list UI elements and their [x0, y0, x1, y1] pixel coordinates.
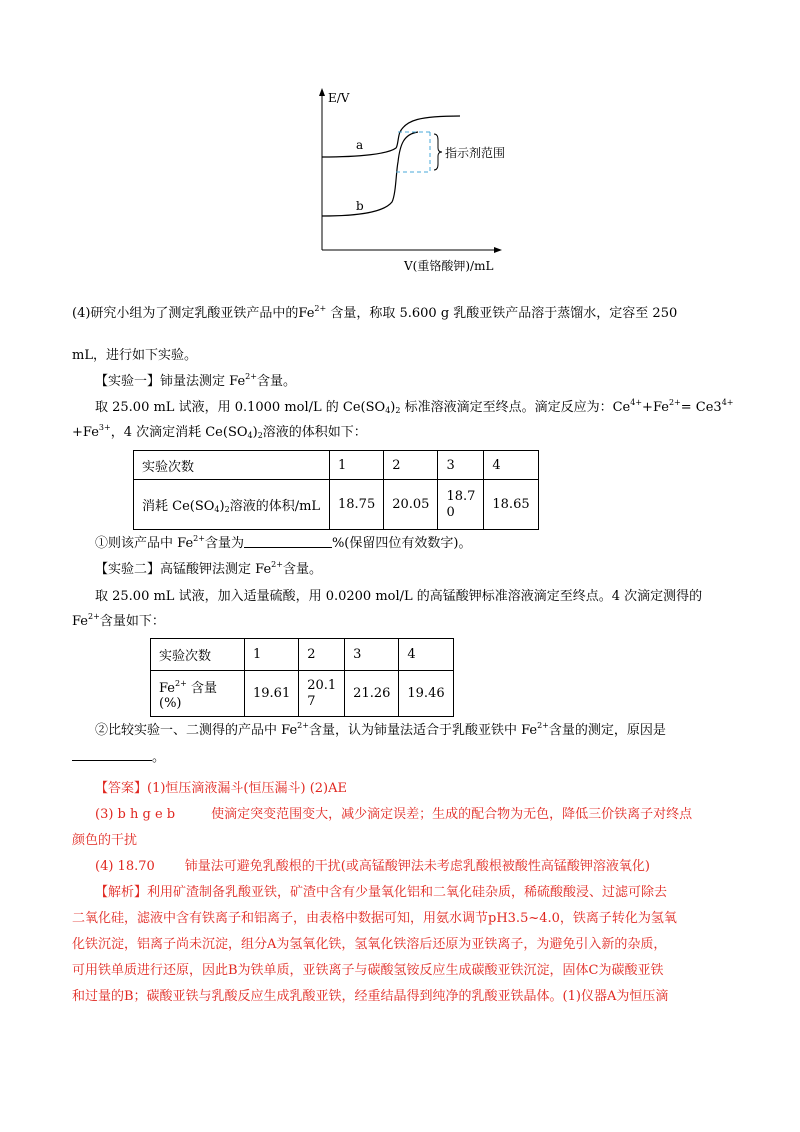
exp1-table-cell-1: 18.75	[330, 480, 384, 530]
exp2-table-cell-2: 20.1 7	[299, 671, 345, 717]
analysis-line-1: 【解析】利用矿渣制备乳酸亚铁，矿渣中含有少量氧化铝和二氧化硅杂质，稀硫酸酸浸、过滤可除去	[95, 885, 668, 900]
q4-line1: (4)研究小组为了测定乳酸亚铁产品中的$Fe^{2+}$ 含量，称取 5.600 g 乳酸亚铁产品溶于蒸馏水，定容至 250	[72, 304, 678, 321]
titration-figure-svg	[300, 82, 540, 282]
analysis-line-4: 可用铁单质进行还原，因此B为铁单质，亚铁离子与碳酸氢铵反应生成碳酸亚铁沉淀，固体C为碳酸亚铁	[72, 963, 664, 978]
exp2-table-data-row	[151, 671, 454, 717]
exp1-table-header-3: 3	[438, 451, 484, 480]
exp2-heading: 【实验二】高锰酸钾法测定 $Fe^{2+}$含量。	[95, 560, 322, 577]
indicator-range-label: 指示剂范围	[445, 146, 506, 160]
exp1-line2: $+Fe^{3+}$，4 次滴定消耗 $Ce(SO_4)_2$溶液的体积如下：	[72, 423, 367, 440]
exp1-table-header-2: 2	[384, 451, 438, 480]
y-axis-label: E/V	[328, 91, 350, 105]
exp1-line1: 取 25.00 mL 试液，用 0.1000 mol/L 的 $Ce(SO_4)_2$ 标准溶液滴定至终点。滴定反应为：$Ce^{4+}+Fe^{2+}= Ce3^{4+}$	[95, 398, 734, 415]
exp1-table-cell-4: 18.65	[484, 480, 538, 530]
exp2-table-header-4: 4	[399, 639, 453, 671]
exp2-question: ②比较实验一、二测得的产品中 $Fe^{2+}$含量，认为铈量法适合于乳酸亚铁中 $Fe^{2+}$含量的测定，原因是	[95, 721, 666, 738]
answer-line4: (4) 18.70 铈量法可避免乳酸根的干扰(或高锰酸钾法未考虑乳酸根被酸性高锰酸钾溶液氧化)	[95, 859, 650, 874]
exp2-table-header-3: 3	[345, 639, 399, 671]
exp1-table-header-1: 1	[330, 451, 384, 480]
exp1-question: ①则该产品中 $Fe^{2+}$含量为 %(保留四位有效数字)。	[95, 534, 472, 551]
answer-line3: 颜色的干扰	[72, 833, 138, 848]
exp1-table-cell-2: 20.05	[384, 480, 438, 530]
exp1-heading: 【实验一】铈量法测定 $Fe^{2+}$含量。	[95, 372, 296, 389]
exp2-table-row-label: $Fe^{2+}$ 含量(%)	[151, 671, 245, 717]
exp1-answer-blank	[244, 535, 332, 548]
exp2-table-cell-1: 19.61	[245, 671, 299, 717]
indicator-brace	[434, 134, 442, 170]
answer-line2: (3) b h g e b 使滴定突变范围变大，减少滴定误差；生成的配合物为无色，降低三价铁离子对终点	[95, 807, 693, 822]
titration-figure	[300, 82, 540, 282]
exp2-table-cell-4: 19.46	[399, 671, 453, 717]
exp2-table	[150, 638, 454, 717]
curve-b	[322, 132, 418, 216]
q4-line2: mL，进行如下实验。	[72, 348, 197, 363]
exp2-table-cell-3: 21.26	[345, 671, 399, 717]
x-axis-label: V(重铬酸钾)/mL	[404, 259, 494, 273]
exp1-table-cell-3: 18.7 0	[438, 480, 484, 530]
exp1-table-data-row	[134, 480, 539, 530]
exp1-table-header-label: 实验次数	[134, 451, 330, 480]
exp2-table-header-1: 1	[245, 639, 299, 671]
exp2-table-header-label: 实验次数	[151, 639, 245, 671]
y-axis-arrow	[319, 88, 325, 96]
x-axis-arrow	[494, 247, 502, 253]
analysis-line-2: 二氧化硅，滤液中含有铁离子和铝离子，由表格中数据可知，用氨水调节pH3.5~4.0，铁离子转化为氢氧	[72, 911, 677, 926]
curve-a-label: a	[356, 138, 364, 152]
analysis-line-5: 和过量的B；碳酸亚铁与乳酸反应生成乳酸亚铁，经重结晶得到纯净的乳酸亚铁晶体。(1)仪器A为恒压滴	[72, 989, 669, 1004]
analysis-line-3: 化铁沉淀，铝离子尚未沉淀，组分A为氢氧化铁，氢氧化铁溶后还原为亚铁离子，为避免引入新的杂质，	[72, 937, 667, 952]
answer-line1: 【答案】(1)恒压滴液漏斗(恒压漏斗) (2)AE	[95, 781, 347, 796]
curve-b-label: b	[356, 199, 364, 213]
exp2-answer-line: 。	[72, 748, 165, 768]
exp2-answer-blank	[72, 748, 152, 761]
exp1-table-header-4: 4	[484, 451, 538, 480]
exp1-table	[133, 450, 539, 530]
exp2-line1: 取 25.00 mL 试液，加入适量硫酸，用 0.0200 mol/L 的高锰酸钾标准溶液滴定至终点。4 次滴定测得的	[95, 589, 703, 604]
exp1-table-header-row	[134, 451, 539, 480]
exp2-line2: $Fe^{2+}$含量如下：	[72, 612, 165, 629]
exp2-table-header-2: 2	[299, 639, 345, 671]
exp1-table-row-label: 消耗 $Ce(SO_4)_2$溶液的体积/mL	[134, 480, 330, 530]
exp2-table-header-row	[151, 639, 454, 671]
